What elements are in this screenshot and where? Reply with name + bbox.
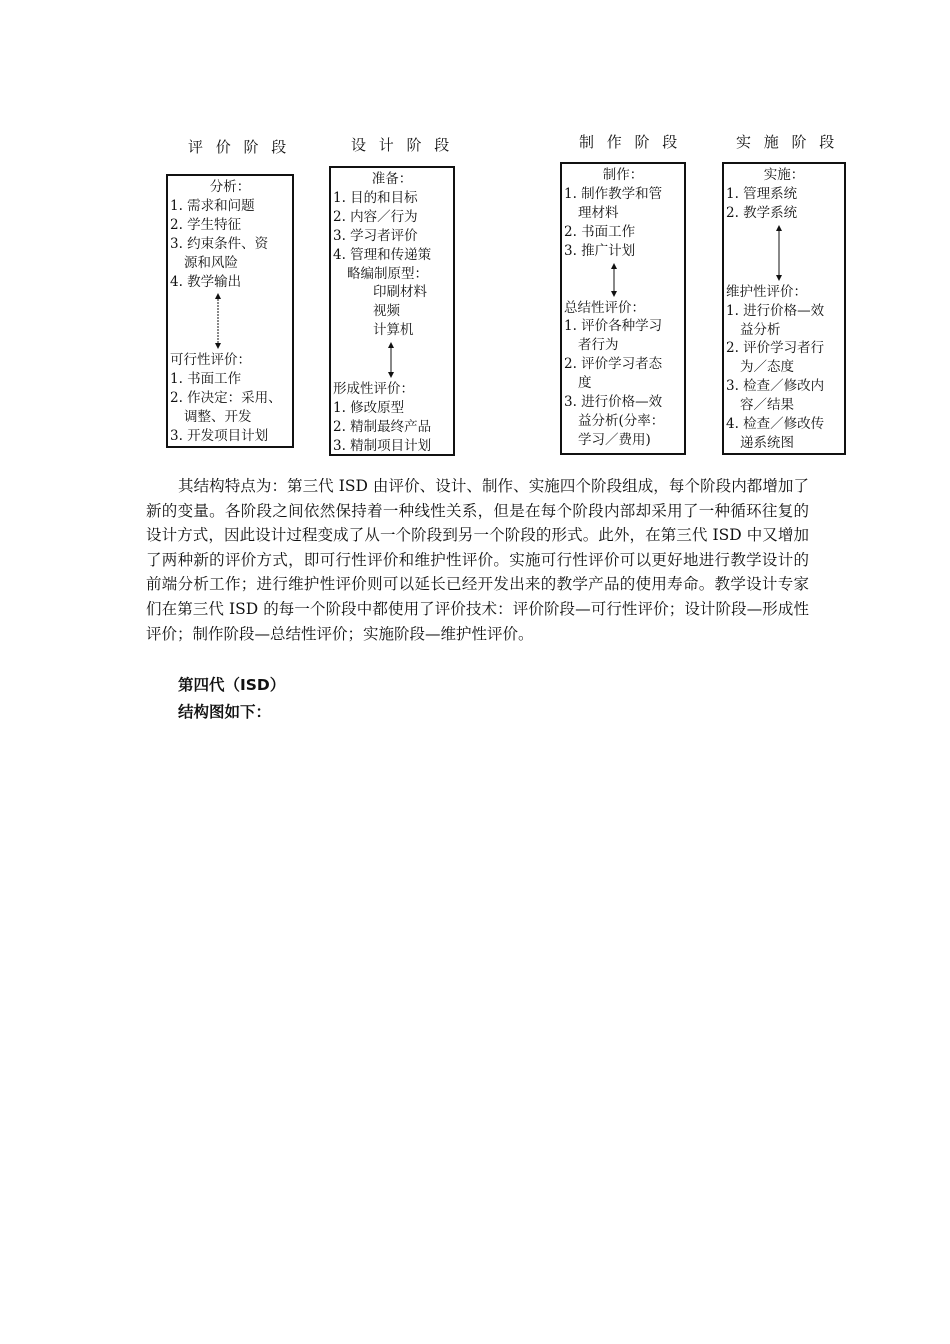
box-line: 3. 进行价格—效 <box>564 394 663 411</box>
box-line: 1. 进行价格—效 <box>726 302 825 319</box>
double-arrow-icon <box>168 293 292 349</box>
box-heading: 分析： <box>209 179 251 195</box>
box-line: 学习／费用) <box>578 431 651 448</box>
box-line: 1. 目的和目标 <box>333 189 418 206</box>
stage-box-production <box>560 162 686 455</box>
box-line: 者行为 <box>578 337 619 354</box>
box-line: 2. 学生特征 <box>170 216 242 233</box>
stage-box-implementation <box>722 162 846 455</box>
box-line: 为／态度 <box>740 359 794 376</box>
box-line: 印刷材料 <box>373 284 427 301</box>
stage-title-implementation: 实 施 阶 段 <box>736 133 839 151</box>
box-heading: 准备： <box>371 171 413 187</box>
box-line: 度 <box>578 375 592 392</box>
box-line: 2. 评价学习者态 <box>564 356 663 373</box>
box-line: 益分析 <box>740 321 781 338</box>
box-line: 源和风险 <box>184 254 238 271</box>
double-arrow-icon <box>724 225 844 281</box>
box-line: 3. 精制项目计划 <box>333 437 432 454</box>
box-line: 视频 <box>373 303 400 320</box>
box-line: 略编制原型： <box>347 265 428 282</box>
box-line: 2. 评价学习者行 <box>726 340 825 357</box>
box-line: 3. 约束条件、资 <box>170 235 269 252</box>
box-line: 理材料 <box>578 204 619 221</box>
box-line: 2. 作决定：采用、 <box>170 390 282 407</box>
box-line: 4. 管理和传递策 <box>333 246 432 263</box>
body-paragraph <box>146 474 809 646</box>
box-line: 1. 书面工作 <box>170 371 242 388</box>
box-heading: 实施： <box>763 167 805 183</box>
box-line: 益分析(分率： <box>578 412 665 429</box>
box-line: 2. 内容／行为 <box>333 208 418 225</box>
box-line: 1. 管理系统 <box>726 185 798 202</box>
box-heading: 可行性评价： <box>170 352 251 369</box>
box-line: 递系统图 <box>740 434 794 451</box>
box-line: 4. 检查／修改传 <box>726 416 825 433</box>
stage-title-production: 制 作 阶 段 <box>579 133 682 151</box>
stage-title-evaluation: 评 价 阶 段 <box>188 138 291 156</box>
box-line: 计算机 <box>373 322 414 339</box>
box-heading: 制作： <box>602 167 644 183</box>
box-line: 1. 需求和问题 <box>170 197 255 214</box>
box-line: 3. 检查／修改内 <box>726 378 825 395</box>
box-line: 1. 修改原型 <box>333 400 405 417</box>
double-arrow-icon <box>331 342 453 378</box>
box-heading: 维护性评价： <box>726 283 807 300</box>
box-line: 3. 开发项目计划 <box>170 428 269 445</box>
box-line: 3. 推广计划 <box>564 242 636 259</box>
box-line: 2. 精制最终产品 <box>333 418 432 435</box>
paragraph-text: 其结构特点为：第三代 ISD 由评价、设计、制作、实施四个阶段组成，每个阶段内都增加了新的变量。各阶段之间依然保持着一种线性关系，但是在每个阶段内部却采用了一种循环往复的设计方式，因此设计过程变成了从一个阶段到另一个阶段的形式。此外，在第三代 ISD 中又增加了两种新的评价方式，即可行性评价和维护性评价。实施可行性评价可以更好地进行教学设计的前端分析工作；进行维护性评价则可以延长已经开发出来的教学产品的使用寿命。教学设计专家们在第三代 ISD 的每一个阶段中都使用了评价技术：评价阶段—可行性评价；设计阶段—形成性评价；制作阶段—总结性评价；实施阶段—维护性评价。 <box>146 477 809 643</box>
box-line: 1. 制作教学和管 <box>564 185 663 202</box>
box-line: 3. 学习者评价 <box>333 227 418 244</box>
double-arrow-icon <box>562 263 684 297</box>
box-heading: 形成性评价： <box>333 381 414 398</box>
box-line: 2. 书面工作 <box>564 223 636 240</box>
box-line: 4. 教学输出 <box>170 273 242 290</box>
box-line: 调整、开发 <box>184 409 252 426</box>
stage-title-design: 设 计 阶 段 <box>351 136 454 154</box>
box-heading: 总结性评价： <box>564 299 645 316</box>
stage-box-design <box>329 166 455 456</box>
box-line: 1. 评价各种学习 <box>564 318 663 335</box>
stage-box-evaluation <box>166 174 294 448</box>
section-heading: 第四代（ISD） <box>178 676 286 694</box>
box-line: 容／结果 <box>740 397 794 414</box>
section-subheading: 结构图如下： <box>178 703 272 721</box>
box-line: 2. 教学系统 <box>726 204 798 221</box>
